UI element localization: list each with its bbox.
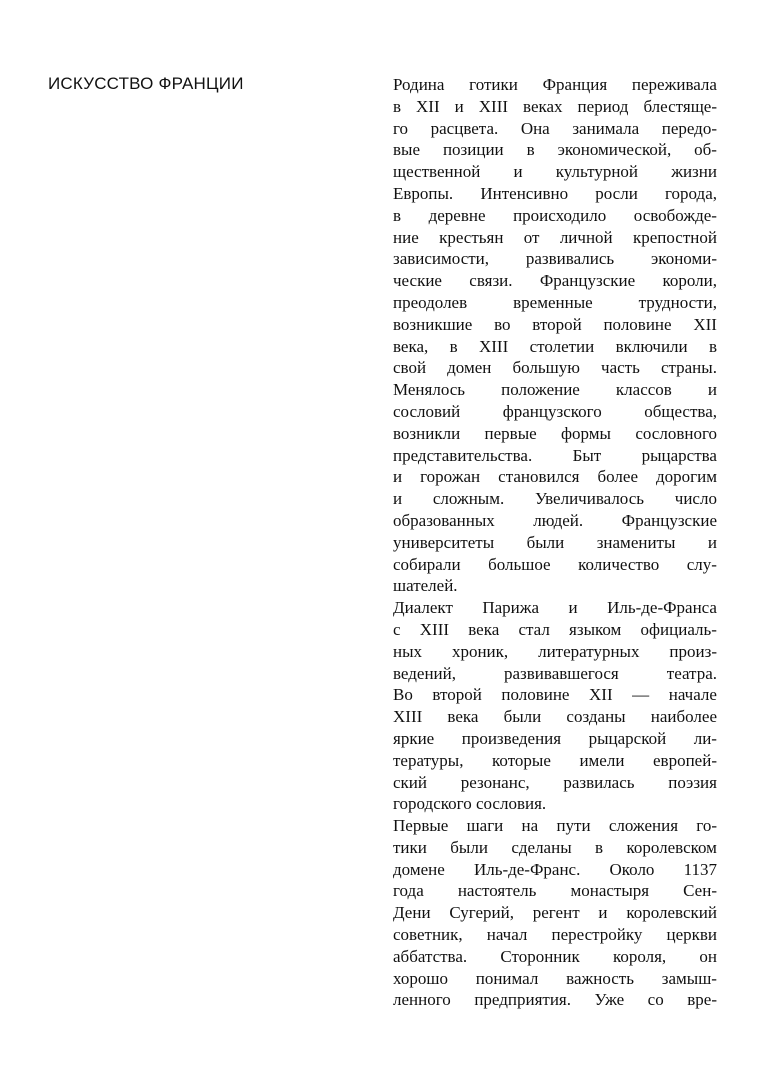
text-line: вые позиции в экономической, об- [393, 140, 717, 160]
text-line: и горожан становился более дорогим [393, 467, 717, 487]
text-line: Европы. Интенсивно росли города, [393, 183, 717, 203]
text-line: века, в XIII столетии включили в [393, 336, 717, 356]
text-line: Во второй половине XII — начале [393, 685, 717, 705]
text-line: хорошо понимал важность замыш- [393, 968, 717, 988]
text-line: преодолев временные трудности, [393, 292, 717, 312]
text-line: возникли первые формы сословного [393, 423, 717, 443]
text-line: XIII века были созданы наиболее [393, 707, 717, 727]
text-line: собирали большое количество слу- [393, 554, 717, 574]
text-line: возникшие во второй половине XII [393, 314, 717, 334]
text-line: щественной и культурной жизни [393, 162, 717, 182]
section-heading: ИСКУССТВО ФРАНЦИИ [48, 74, 244, 93]
text-line: Менялось положение классов и [393, 380, 717, 400]
text-line: го расцвета. Она занимала передо- [393, 118, 717, 138]
text-line: Первые шаги на пути сложения го- [393, 816, 717, 836]
text-line: аббатства. Сторонник короля, он [393, 946, 717, 966]
text-line: и сложным. Увеличивалось число [393, 489, 717, 509]
text-line: образованных людей. Французские [393, 510, 717, 530]
text-line: Родина готики Франция переживала [393, 75, 717, 94]
text-line: свой домен большую часть страны. [393, 358, 717, 378]
text-line: ние крестьян от личной крепостной [393, 227, 717, 247]
text-line: ведений, развивавшегося театра. [393, 663, 717, 683]
text-line: тики были сделаны в королевском [393, 837, 717, 857]
text-line: ных хроник, литературных произ- [393, 641, 717, 661]
text-line: сословий французского общества, [393, 401, 717, 421]
text-line: зависимости, развивались экономи- [393, 249, 717, 269]
text-line: университеты были знамениты и [393, 532, 717, 552]
text-line: ский резонанс, развилась поэзия [393, 772, 717, 792]
text-line: в XII и XIII веках период блестяще- [393, 96, 717, 116]
text-line: Диалект Парижа и Иль-де-Франса [393, 598, 717, 618]
text-line: городского сословия. [393, 794, 547, 814]
text-line: Дени Сугерий, регент и королевский [393, 903, 717, 923]
text-line: года настоятель монастыря Сен- [393, 881, 717, 901]
text-line: ленного предприятия. Уже со вре- [393, 990, 717, 1010]
text-line: шателей. [393, 576, 458, 596]
text-line: с XIII века стал языком официаль- [393, 619, 717, 639]
text-line: домене Иль-де-Франс. Около 1137 [393, 859, 717, 879]
text-line: ческие связи. Французские короли, [393, 271, 717, 291]
text-line: представительства. Быт рыцарства [393, 445, 717, 465]
text-line: яркие произведения рыцарской ли- [393, 728, 717, 748]
text-line: тературы, которые имели европей- [393, 750, 717, 770]
text-line: в деревне происходило освобожде- [393, 205, 717, 225]
body-text-column [393, 74, 717, 1011]
text-line: советник, начал перестройку церкви [393, 925, 717, 945]
